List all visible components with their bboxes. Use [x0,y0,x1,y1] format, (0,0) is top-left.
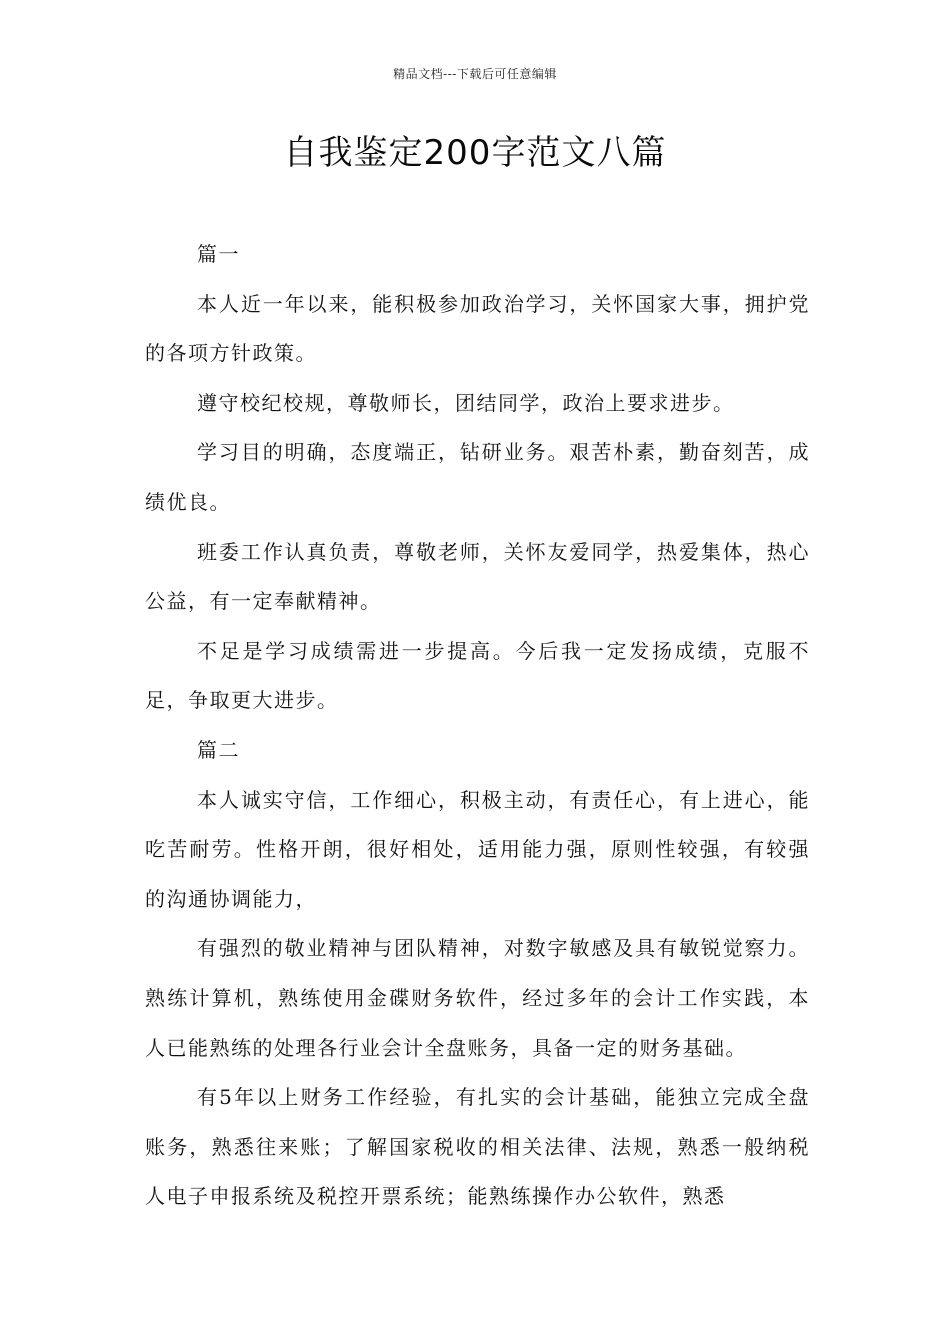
paragraph: 不足是学习成绩需进一步提高。今后我一定发扬成绩，克服不足，争取更大进步。 [145,638,810,713]
section-heading-1: 篇一 [197,242,240,266]
paragraph: 有5年以上财务工作经验，有扎实的会计基础，能独立完成全盘账务，熟悉往来账；了解国家税收的相关法律、法规，熟悉一般纳税人电子申报系统及税控开票系统；能熟练操作办公软件，熟悉 [145,1085,810,1209]
paragraph: 班委工作认真负责，尊敬老师，关怀友爱同学，热爱集体，热心公益，有一定奉献精神。 [145,539,810,614]
document-title: 自我鉴定200字范文八篇 [283,133,667,173]
header-note: 精品文档---下载后可任意编辑 [393,67,557,81]
paragraph: 有强烈的敬业精神与团队精神，对数字敏感及具有敏锐觉察力。熟练计算机，熟练使用金碟财务软件，经过多年的会计工作实践，本人已能熟练的处理各行业会计全盘账务，具备一定的财务基础。 [145,936,810,1060]
document-body [145,230,810,1222]
paragraph: 学习目的明确，态度端正，钻研业务。艰苦朴素，勤奋刻苦，成绩优良。 [145,440,810,514]
paragraph: 本人近一年以来，能积极参加政治学习，关怀国家大事，拥护党的各项方针政策。 [145,291,810,366]
paragraph: 本人诚实守信，工作细心，积极主动，有责任心，有上进心，能吃苦耐劳。性格开朗，很好相处，适用能力强，原则性较强，有较强的沟通协调能力， [145,787,810,911]
paragraph: 遵守校纪校规，尊敬师长，团结同学，政治上要求进步。 [197,390,735,415]
section-heading-2: 篇二 [197,737,240,762]
